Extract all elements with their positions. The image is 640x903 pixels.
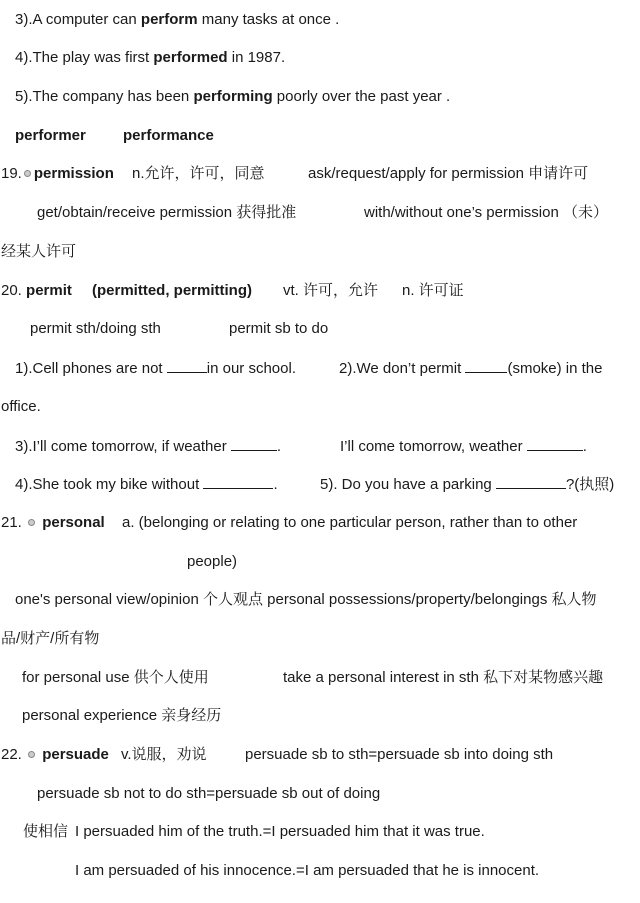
sense-label: 使相信 (23, 823, 69, 840)
example-sentence: 4).The play was first performed in 1987. (15, 49, 286, 66)
phrase: personal experience 亲身经历 (22, 707, 222, 724)
answer-blank[interactable] (527, 436, 583, 451)
definition: vt. 许可，允许 (283, 282, 379, 299)
noun-definition: n. 许可证 (402, 282, 464, 299)
example-sentence: 3).A computer can perform many tasks at once . (15, 11, 340, 28)
exercise: I’ll come tomorrow, weather . (340, 438, 587, 455)
entry-number: 22. (1, 746, 22, 763)
derived-word: performance (123, 127, 214, 144)
headword: permission (33, 165, 114, 182)
entry-number: 20. (1, 282, 22, 299)
exercise: 4).She took my bike without . (15, 476, 278, 493)
definition-continuation: people) (187, 553, 238, 570)
answer-blank[interactable] (496, 474, 566, 489)
definition: v.说服，劝说 (121, 746, 207, 763)
entry-permission-header (1, 164, 114, 184)
entry-number: 19. (1, 165, 22, 182)
exercise-continuation: office. (1, 398, 41, 415)
example-sentence: I persuaded him of the truth.=I persuaded him that it was true. (75, 823, 485, 840)
keyword: performing (193, 88, 273, 105)
example-sentence: I am persuaded of his innocence.=I am persuaded that he is innocent. (75, 862, 540, 879)
headword: personal (42, 514, 105, 531)
phrase-continuation: 品/财产/所有物 (1, 630, 100, 647)
word-forms: (permitted, permitting) (92, 282, 252, 299)
derived-word: performer (15, 127, 86, 144)
answer-blank[interactable] (231, 436, 277, 451)
answer-blank[interactable] (465, 358, 507, 373)
bullet-icon (28, 751, 35, 758)
entry-persuade-header (1, 745, 109, 765)
phrase: take a personal interest in sth 私下对某物感兴趣 (283, 669, 604, 686)
bullet-icon (24, 170, 31, 177)
exercise: 2).We don’t permit (smoke) in the (339, 360, 603, 377)
exercise: 3).I’ll come tomorrow, if weather . (15, 438, 282, 455)
phrase: persuade sb not to do sth=persuade sb out of doing (37, 785, 381, 802)
phrase: get/obtain/receive permission 获得批准 (37, 204, 297, 221)
usage: permit sb to do (229, 320, 329, 337)
keyword: perform (140, 11, 198, 28)
entry-personal-header (1, 513, 105, 533)
exercise: 5). Do you have a parking ?(执照) (320, 476, 615, 493)
phrase-continuation: 经某人许可 (1, 243, 77, 260)
headword: persuade (42, 746, 109, 763)
definition: n.允许，许可，同意 (132, 165, 265, 182)
entry-permit-header (1, 281, 72, 301)
phrase: for personal use 供个人使用 (22, 669, 209, 686)
usage: permit sth/doing sth (30, 320, 161, 337)
example-sentence: 5).The company has been performing poorly over the past year . (15, 88, 451, 105)
phrase: with/without one’s permission （未） (364, 204, 608, 221)
bullet-icon (28, 519, 35, 526)
phrase: one's personal view/opinion 个人观点 personal possessions/property/belongings 私人物 (15, 591, 597, 608)
exercise: 1).Cell phones are not in our school. (15, 360, 296, 377)
entry-number: 21. (1, 514, 22, 531)
phrase: ask/request/apply for permission 申请许可 (308, 165, 589, 182)
answer-blank[interactable] (203, 474, 273, 489)
phrase: persuade sb to sth=persuade sb into doing sth (245, 746, 554, 763)
keyword: performed (153, 49, 228, 66)
headword: permit (26, 282, 72, 299)
definition: a. (belonging or relating to one particular person, rather than to other (122, 514, 578, 531)
answer-blank[interactable] (167, 358, 207, 373)
